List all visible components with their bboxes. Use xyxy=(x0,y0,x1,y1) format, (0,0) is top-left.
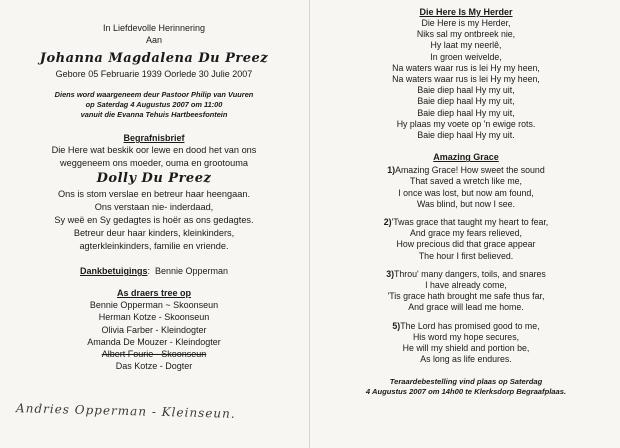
bearer-item-struck: Albert Fourie - Skoonseun xyxy=(101,349,207,360)
verse-number: 3) xyxy=(386,268,395,279)
verse-line: Amazing Grace! How sweet the sound xyxy=(395,165,545,176)
obituary-line: Die Here wat beskik oor lewe en dood het van ons xyxy=(51,145,257,155)
verse-line: As long as life endures. xyxy=(420,354,512,365)
left-panel xyxy=(0,0,308,373)
bearer-item: Amanda De Mouzer - Kleindogter xyxy=(87,336,221,347)
hymn-verse xyxy=(312,217,620,262)
service-line: vanuit die Evanna Tehuis Hartbeesfontein xyxy=(80,110,228,119)
psalm-line: Niks sal my ontbreek nie, xyxy=(416,29,516,40)
verse-line: Throu' many dangers, toils, and snares xyxy=(394,268,546,279)
verse-line: That saved a wretch like me, xyxy=(410,176,522,187)
obituary-text-a xyxy=(0,144,308,170)
thanks-line: Dankbetuigings: Bennie Opperman xyxy=(79,266,229,276)
birth-death-dates: Gebore 05 Februarie 1939 Oorlede 30 Julie 2007 xyxy=(55,69,253,79)
bearers-list xyxy=(0,299,308,373)
thanks-value: Bennie Opperman xyxy=(154,266,229,276)
verse-line: 'Twas grace that taught my heart to fear, xyxy=(391,217,549,228)
service-details xyxy=(0,90,308,120)
psalm-text xyxy=(312,18,620,141)
verse-line: And grace my fears relieved, xyxy=(410,228,522,239)
of-line: Aan xyxy=(145,35,162,45)
thanks-label: Dankbetuigings xyxy=(79,266,148,276)
bearer-item: Olivia Farber - Kleindogter xyxy=(101,324,207,335)
obituary-line: Sy weë en Sy gedagtes is hoër as ons gedagtes. xyxy=(54,215,254,225)
hymn-verse xyxy=(312,269,620,314)
hymn-title: Amazing Grace xyxy=(433,152,499,163)
psalm-line: Baie diep haal Hy my uit. xyxy=(417,130,515,141)
psalm-title: Die Here Is My Herder xyxy=(419,7,513,17)
psalm-line: Baie diep haal Hy my uit, xyxy=(417,96,515,107)
service-line: op Saterdag 4 Augustus 2007 om 11:00 xyxy=(85,100,223,109)
burial-line: 4 Augustus 2007 om 14h00 te Klerksdorp Begraafplaas. xyxy=(365,387,567,397)
obituary-line: Ons is stom verslae en betreur haar heengaan. xyxy=(57,189,251,199)
bearer-item: Das Kotze - Dogter xyxy=(115,361,193,372)
psalm-line: In groen weivelde, xyxy=(430,51,502,62)
bearer-item: Bennie Opperman ~ Skoonseun xyxy=(89,300,219,310)
psalm-line: Baie diep haal Hy my uit, xyxy=(417,107,515,118)
verse-number: 1) xyxy=(387,165,396,176)
burial-line: Teraardebestelling vind plaas op Saterdag xyxy=(389,377,543,387)
page-fold-divider xyxy=(309,0,310,448)
in-memory-line: In Liefdevolle Herinnering xyxy=(102,23,206,33)
obituary-line: weggeneem ons moeder, ouma en grootouma xyxy=(60,158,248,168)
hymn-verse xyxy=(312,165,620,210)
nickname: Dolly Du Preez xyxy=(96,171,212,186)
verse-line: The Lord has promised good to me, xyxy=(400,320,540,331)
verse-line: And grace will lead me home. xyxy=(408,302,524,313)
verse-line: 'Tis grace hath brought me safe thus far, xyxy=(387,291,545,302)
psalm-line: Die Here is my Herder, xyxy=(421,18,511,28)
bearers-heading: As draers tree op xyxy=(116,288,192,298)
verse-number: 5) xyxy=(392,320,401,331)
psalm-line: Na waters waar rus is lei Hy my heen, xyxy=(392,62,540,73)
psalm-line: Na waters waar rus is lei Hy my heen, xyxy=(392,74,540,85)
right-panel xyxy=(312,0,620,397)
burial-notice xyxy=(312,377,620,397)
verse-line: The hour I first believed. xyxy=(418,250,514,261)
psalm-line: Baie diep haal Hy my uit, xyxy=(417,85,515,96)
obituary-line: Ons verstaan nie- inderdaad, xyxy=(94,202,214,212)
verse-line: His word my hope secures, xyxy=(412,331,520,342)
obituary-text-b xyxy=(0,188,308,253)
verse-line: I have already come, xyxy=(425,280,507,291)
bearer-item: Herman Kotze - Skoonseun xyxy=(98,312,210,323)
obituary-heading: Begrafnisbrief xyxy=(123,133,185,143)
verse-line: I once was lost, but now am found, xyxy=(398,187,534,198)
psalm-line: Hy laat my neerlê, xyxy=(430,40,502,51)
verse-line: He will my shield and portion be, xyxy=(402,343,530,354)
deceased-name: Johanna Magdalena Du Preez xyxy=(39,51,269,66)
verse-line: How precious did that grace appear xyxy=(396,239,536,250)
obituary-line: agterkleinkinders, familie en vriende. xyxy=(79,241,229,251)
hymn-verse xyxy=(312,321,620,366)
obituary-line: Betreur deur haar kinders, kleinkinders, xyxy=(73,228,235,238)
service-line: Diens word waargeneem deur Pastoor Philip van Vuuren xyxy=(54,90,254,99)
verse-number: 2) xyxy=(383,217,392,228)
verse-line: Was blind, but now I see. xyxy=(417,198,515,209)
handwritten-note: Andries Opperman - Kleinseun. xyxy=(15,401,236,421)
psalm-line: Hy plaas my voete op 'n ewige rots. xyxy=(396,118,536,129)
